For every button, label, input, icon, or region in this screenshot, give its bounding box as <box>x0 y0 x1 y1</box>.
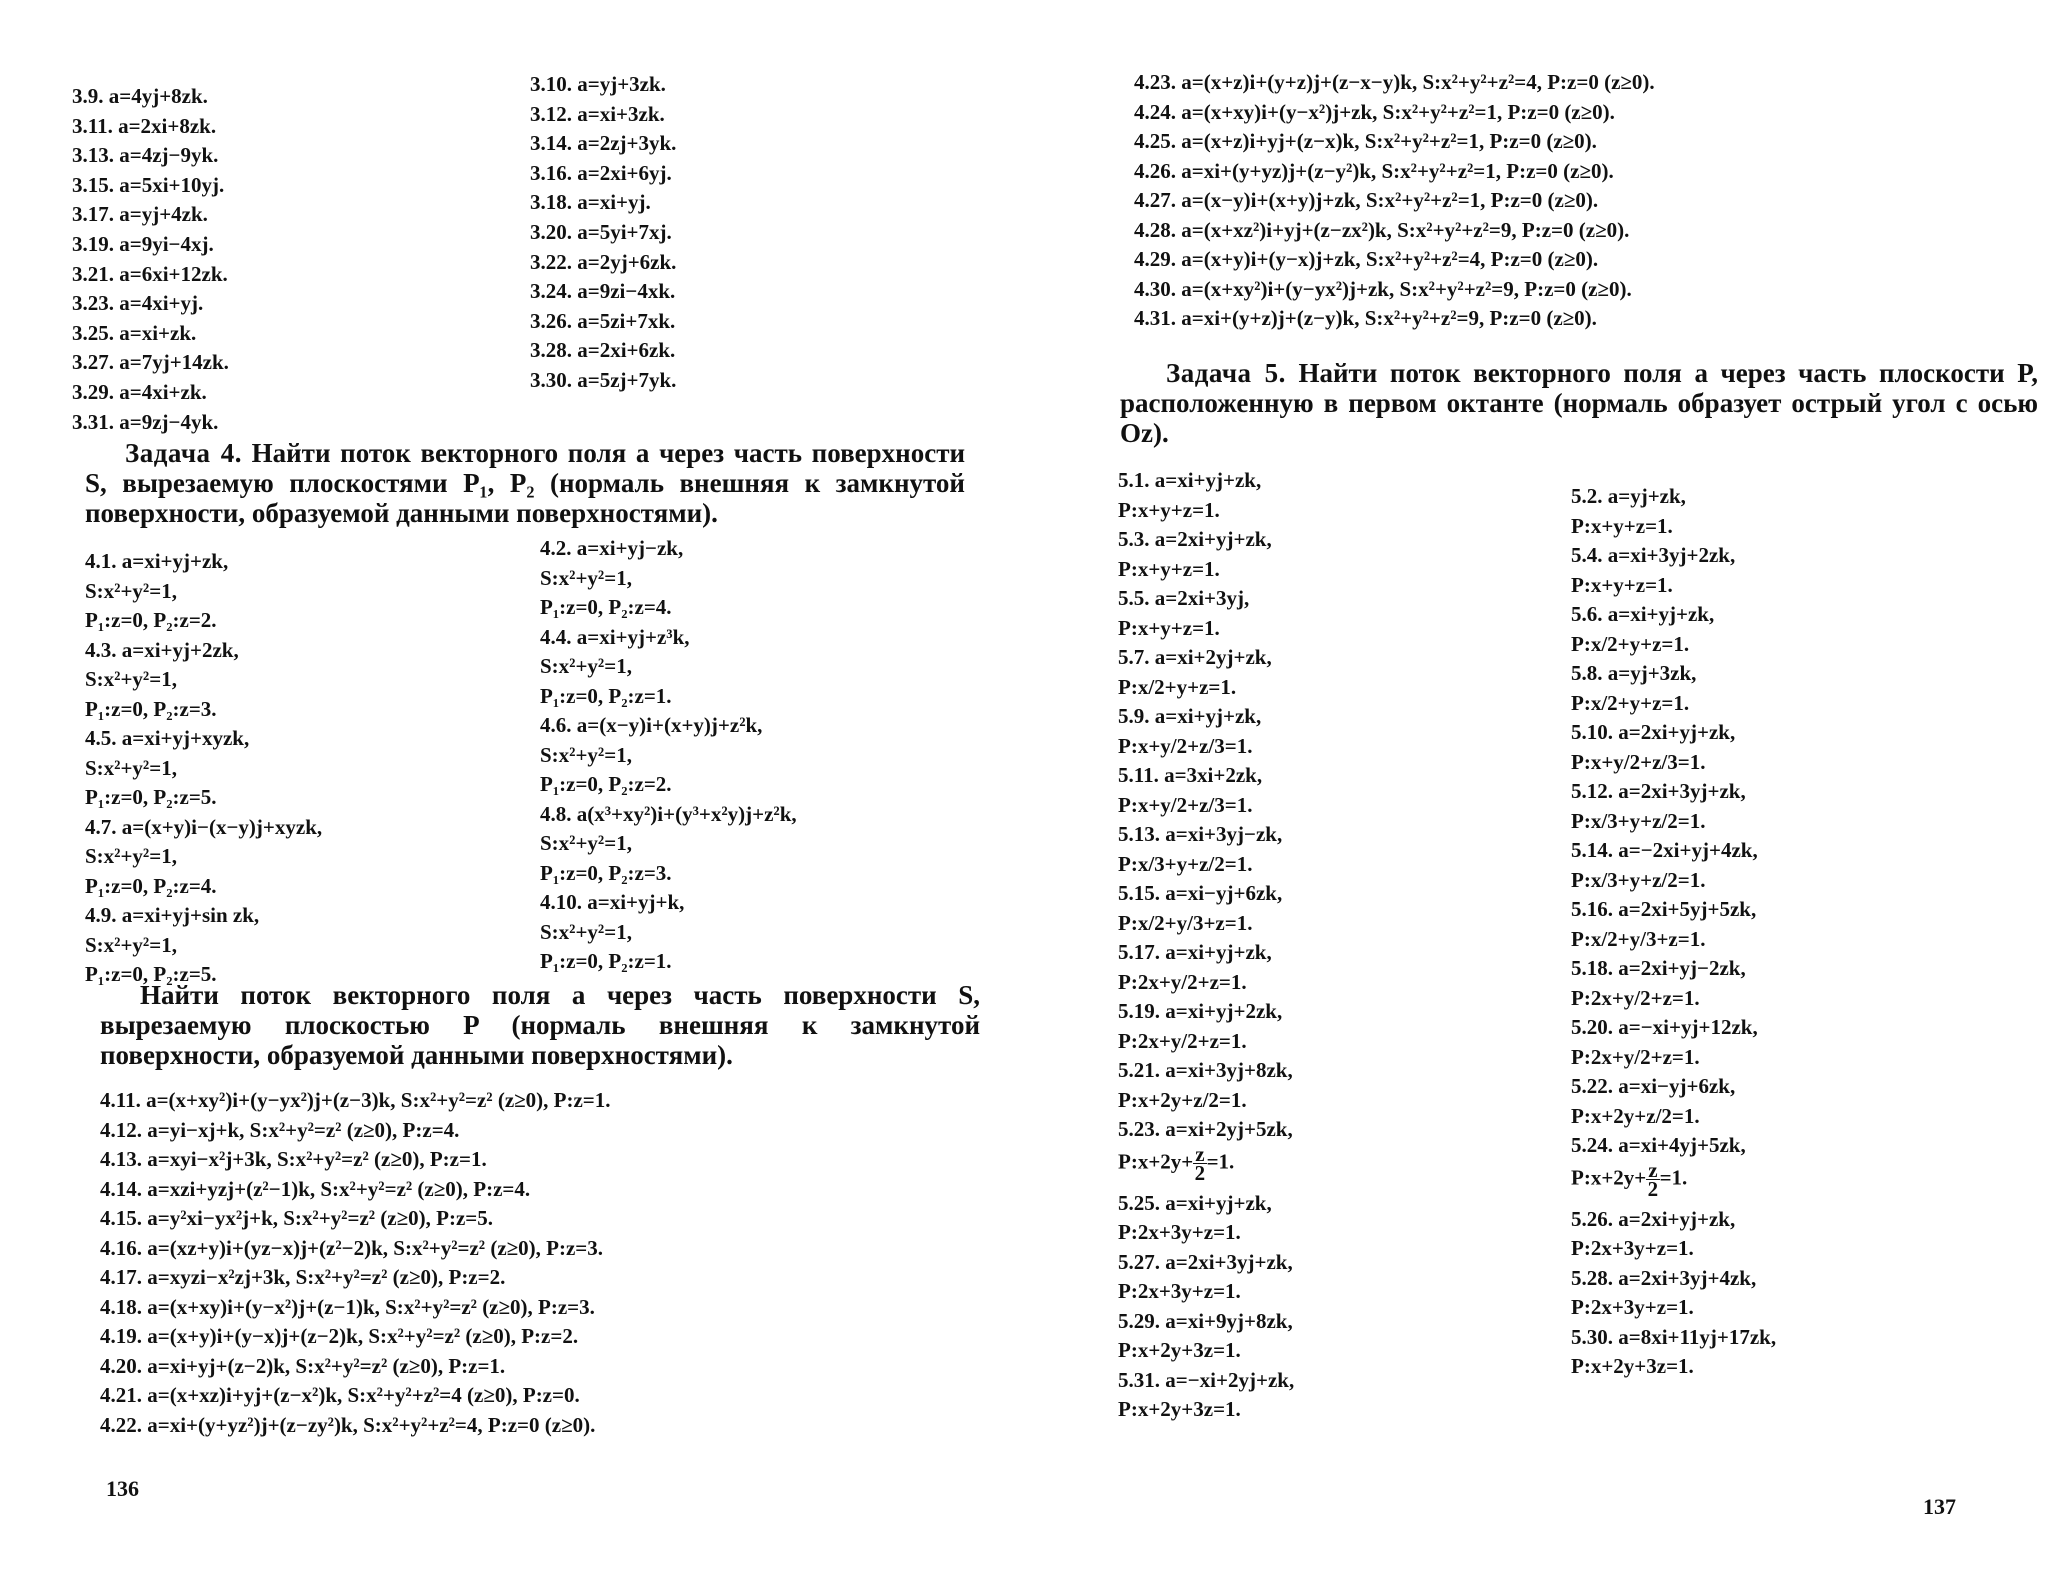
problem-line: 5.10. a=2xi+yj+zk, <box>1571 720 1736 744</box>
problem-line: 4.2. a=xi+yj−zk, <box>540 536 684 560</box>
problem-line: 3.16. a=2xi+6yj. <box>530 160 672 185</box>
problem-line: P:x/3+y+z/2=1. <box>1571 808 1706 833</box>
problem-line: P:x+2y+3z=1. <box>1118 1338 1241 1362</box>
problem-line: 5.23. a=xi+2yj+5zk, <box>1118 1117 1293 1141</box>
problem-line: P₁:z=0, P₂:z=1. <box>540 949 672 973</box>
fraction <box>1193 1141 1206 1185</box>
problem-line: P:x+2y+3z=1. <box>1118 1397 1241 1421</box>
problem-line: 4.10. a=xi+yj+k, <box>540 890 685 914</box>
problem-line: P:x+2y+z/2=1. <box>1118 1087 1247 1112</box>
problem-line: P:x+y/2+z/3=1. <box>1571 749 1706 774</box>
problem-line: 4.24. a=(x+xy)i+(y−x²)j+zk, S:x²+y²+z²=1, P:z=0 (z≥0). <box>1134 99 1615 124</box>
problem-line: 4.27. a=(x−y)i+(x+y)j+zk, S:x²+y²+z²=1, P:z=0 (z≥0). <box>1134 188 1599 212</box>
problem-line: 3.29. a=4xi+zk. <box>72 379 207 404</box>
task4c-list <box>1134 68 2054 334</box>
problem-line: S:x²+y²=1, <box>540 831 632 855</box>
problem-line: P₁:z=0, P₂:z=3. <box>85 696 217 721</box>
problem-line: 5.14. a=−2xi+yj+4zk, <box>1571 838 1758 862</box>
problem-line: S:x²+y²=1, <box>85 755 177 780</box>
problem-line: 3.9. a=4yj+8zk. <box>72 84 208 108</box>
task3-col2 <box>530 70 950 396</box>
problem-line: 5.22. a=xi−yj+6zk, <box>1571 1074 1736 1098</box>
problem-line: 4.31. a=xi+(y+z)j+(z−y)k, S:x²+y²+z²=9, P:z=0 (z≥0). <box>1134 306 1597 330</box>
problem-line: P:x/2+y/3+z=1. <box>1571 926 1706 951</box>
problem-line: 4.28. a=(x+xz²)i+yj+(z−zx²)k, S:x²+y²+z²=9, P:z=0 (z≥0). <box>1134 217 1630 242</box>
problem-line: 4.18. a=(x+xy)i+(y−x²)j+(z−1)k, S:x²+y²=z² (z≥0), P:z=3. <box>100 1294 595 1319</box>
task5-col2-tail <box>1571 1205 2011 1382</box>
problem-line: P:2x+3y+z=1. <box>1118 1279 1241 1303</box>
problem-line: P:x+y+z=1. <box>1571 572 1673 597</box>
problem-line: 3.24. a=9zi−4xk. <box>530 279 676 304</box>
problem-line: S:x²+y²=1, <box>85 932 177 957</box>
problem-line: 4.17. a=xyzi−x²zj+3k, S:x²+y²=z² (z≥0), P:z=2. <box>100 1265 506 1289</box>
problem-line: 3.18. a=xi+yj. <box>530 190 651 215</box>
problem-line: 5.30. a=8xi+11yj+17zk, <box>1571 1324 1777 1349</box>
frac-left: P:x+2y+ <box>1571 1164 1647 1189</box>
problem-line: 3.10. a=yj+3zk. <box>530 72 666 96</box>
problem-line: S:x²+y²=1, <box>85 578 177 603</box>
task4-statement <box>85 438 965 528</box>
task4-text: Найти поток векторного поля a через часть поверхности S, вырезаемую плоскостями P₁, P₂ (нормаль внешняя к замкнутой поверхности, образуемой данными поверхностями). <box>85 438 966 528</box>
problem-line: 3.20. a=5yi+7xj. <box>530 219 672 244</box>
problem-line: 5.18. a=2xi+yj−2zk, <box>1571 956 1746 980</box>
problem-line: P:x/2+y+z=1. <box>1118 674 1237 699</box>
problem-line: 5.29. a=xi+9yj+8zk, <box>1118 1308 1293 1333</box>
problem-line: 5.11. a=3xi+2zk, <box>1118 763 1263 787</box>
problem-line: 4.16. a=(xz+y)i+(yz−x)j+(z²−2)k, S:x²+y²=z² (z≥0), P:z=3. <box>100 1235 604 1260</box>
task4-heading: Задача 4. <box>125 438 242 468</box>
problem-line: 4.20. a=xi+yj+(z−2)k, S:x²+y²=z² (z≥0), P:z=1. <box>100 1353 506 1378</box>
problem-line: 5.25. a=xi+yj+zk, <box>1118 1190 1272 1215</box>
problem-line: S:x²+y²=1, <box>540 919 632 944</box>
fraction <box>1646 1157 1659 1201</box>
problem-line: 5.12. a=2xi+3yj+zk, <box>1571 779 1746 803</box>
task4b-text: Найти поток векторного поля a через часть поверхности S, вырезаемую плоскостью P (нормаль внешняя к замкнутой поверхности, образуемой данными поверхностями). <box>100 980 980 1070</box>
problem-line: 3.23. a=4xi+yj. <box>72 291 204 316</box>
task4b-list <box>100 1086 1020 1440</box>
task4-col1 <box>85 547 535 990</box>
frac-left: P:x+2y+ <box>1118 1148 1194 1173</box>
problem-line: 3.21. a=6xi+12zk. <box>72 261 228 286</box>
problem-line: 4.9. a=xi+yj+sin zk, <box>85 903 260 927</box>
problem-line: 4.30. a=(x+xy²)i+(y−yx²)j+zk, S:x²+y²+z²=9, P:z=0 (z≥0). <box>1134 276 1632 301</box>
problem-line: S:x²+y²=1, <box>540 742 632 767</box>
problem-line: 3.28. a=2xi+6zk. <box>530 338 676 363</box>
problem-line: 5.8. a=yj+3zk, <box>1571 661 1697 685</box>
problem-line: P₁:z=0, P₂:z=4. <box>540 595 672 619</box>
problem-line: 3.14. a=2zj+3yk. <box>530 131 677 156</box>
problem-line: P:x/2+y+z=1. <box>1571 631 1690 656</box>
problem-line: 5.13. a=xi+3yj−zk, <box>1118 822 1283 846</box>
problem-line: P₁:z=0, P₂:z=2. <box>540 772 672 796</box>
page-number-left: 136 <box>106 1476 139 1501</box>
problem-line: S:x²+y²=1, <box>85 667 177 691</box>
problem-line: P:2x+3y+z=1. <box>1571 1295 1694 1319</box>
problem-line: 4.23. a=(x+z)i+(y+z)j+(z−x−y)k, S:x²+y²+z²=4, P:z=0 (z≥0). <box>1134 70 1655 94</box>
problem-line: 3.22. a=2yj+6zk. <box>530 249 677 274</box>
problem-line: S:x²+y²=1, <box>540 565 632 590</box>
problem-line: 3.26. a=5zi+7xk. <box>530 308 676 333</box>
problem-line: 3.12. a=xi+3zk. <box>530 101 665 126</box>
task3-col1 <box>72 82 472 437</box>
problem-line: P:x/2+y/3+z=1. <box>1118 910 1253 935</box>
task5-col2-fraction-line <box>1571 1157 2011 1205</box>
problem-line: 4.14. a=xzi+yzj+(z²−1)k, S:x²+y²=z² (z≥0), P:z=4. <box>100 1176 531 1201</box>
task5-col1-fraction-line <box>1118 1141 1558 1189</box>
problem-line: P:x+y+z=1. <box>1118 615 1220 640</box>
frac-right: =1. <box>1206 1148 1235 1173</box>
problem-line: 4.26. a=xi+(y+yz)j+(z−y²)k, S:x²+y²+z²=1, P:z=0 (z≥0). <box>1134 158 1614 183</box>
problem-line: 5.24. a=xi+4yj+5zk, <box>1571 1133 1746 1157</box>
problem-line: P₁:z=0, P₂:z=4. <box>85 873 217 898</box>
problem-line: 5.26. a=2xi+yj+zk, <box>1571 1206 1736 1231</box>
frac-numerator: z <box>1648 1157 1658 1182</box>
problem-line: 3.27. a=7yj+14zk. <box>72 350 229 375</box>
problem-line: 5.17. a=xi+yj+zk, <box>1118 940 1272 964</box>
problem-line: P₁:z=0, P₂:z=3. <box>540 860 672 885</box>
problem-line: P₁:z=0, P₂:z=5. <box>85 962 217 986</box>
frac-numerator: z <box>1195 1141 1205 1166</box>
problem-line: 4.7. a=(x+y)i−(x−y)j+xyzk, <box>85 814 323 839</box>
problem-line: 4.11. a=(x+xy²)i+(y−yx²)j+(z−3)k, S:x²+y²=z² (z≥0), P:z=1. <box>100 1088 611 1112</box>
problem-line: P:x/2+y+z=1. <box>1571 690 1690 715</box>
problem-line: 5.4. a=xi+3yj+2zk, <box>1571 543 1736 567</box>
problem-line: P:x/3+y+z/2=1. <box>1118 851 1253 876</box>
right-page <box>1036 0 2072 1579</box>
problem-line: P:2x+y/2+z=1. <box>1571 985 1700 1010</box>
frac-right: =1. <box>1659 1164 1688 1189</box>
problem-line: P:x+y+z=1. <box>1118 497 1220 522</box>
problem-line: P:x/3+y+z/2=1. <box>1571 867 1706 892</box>
problem-line: 5.7. a=xi+2yj+zk, <box>1118 645 1272 669</box>
problem-line: P:x+2y+3z=1. <box>1571 1354 1694 1378</box>
problem-line: 4.3. a=xi+yj+2zk, <box>85 637 239 662</box>
problem-line: P:2x+y/2+z=1. <box>1118 1028 1247 1053</box>
task5-col2-list <box>1571 482 2011 1161</box>
problem-line: 4.29. a=(x+y)i+(y−x)j+zk, S:x²+y²+z²=4, P:z=0 (z≥0). <box>1134 247 1599 271</box>
page-number-right: 137 <box>1923 1494 1956 1519</box>
problem-line: P:2x+3y+z=1. <box>1571 1236 1694 1260</box>
problem-line: 3.11. a=2xi+8zk. <box>72 113 217 138</box>
problem-line: 4.12. a=yi−xj+k, S:x²+y²=z² (z≥0), P:z=4. <box>100 1117 460 1142</box>
problem-line: 4.15. a=y²xi−yx²j+k, S:x²+y²=z² (z≥0), P:z=5. <box>100 1206 494 1230</box>
problem-line: 5.16. a=2xi+5yj+5zk, <box>1571 897 1757 921</box>
problem-line: 5.19. a=xi+yj+2zk, <box>1118 999 1283 1023</box>
problem-line: 4.21. a=(x+xz)i+yj+(z−x²)k, S:x²+y²+z²=4 (z≥0), P:z=0. <box>100 1383 580 1407</box>
problem-line: 3.19. a=9yi−4xj. <box>72 231 214 256</box>
task4b-statement <box>100 980 980 1070</box>
problem-line: 5.27. a=2xi+3yj+zk, <box>1118 1249 1293 1274</box>
problem-line: P:2x+3y+z=1. <box>1118 1220 1241 1244</box>
problem-line: 4.25. a=(x+z)i+yj+(z−x)k, S:x²+y²+z²=1, P:z=0 (z≥0). <box>1134 129 1597 153</box>
frac-denominator: 2 <box>1194 1160 1206 1185</box>
task5-statement <box>1120 358 2038 448</box>
problem-line: 5.6. a=xi+yj+zk, <box>1571 602 1715 626</box>
problem-line: P₁:z=0, P₂:z=5. <box>85 785 217 809</box>
problem-line: 3.15. a=5xi+10yj. <box>72 172 225 197</box>
problem-line: 5.15. a=xi−yj+6zk, <box>1118 881 1283 905</box>
problem-line: P:x+y+z=1. <box>1118 556 1220 581</box>
problem-line: 5.2. a=yj+zk, <box>1571 484 1686 508</box>
frac-denominator: 2 <box>1647 1176 1659 1201</box>
problem-line: 4.5. a=xi+yj+xyzk, <box>85 726 250 750</box>
problem-line: P:x+y+z=1. <box>1571 513 1673 538</box>
problem-line: 3.31. a=9zj−4yk. <box>72 409 219 434</box>
problem-line: P:x+y/2+z/3=1. <box>1118 733 1253 758</box>
problem-line: 4.1. a=xi+yj+zk, <box>85 549 229 573</box>
problem-line: 3.13. a=4zj−9yk. <box>72 143 219 168</box>
problem-line: 5.9. a=xi+yj+zk, <box>1118 704 1262 728</box>
problem-line: 4.19. a=(x+y)i+(y−x)j+(z−2)k, S:x²+y²=z² (z≥0), P:z=2. <box>100 1324 579 1348</box>
task5-col1-tail <box>1118 1189 1558 1425</box>
problem-line: S:x²+y²=1, <box>85 844 177 868</box>
problem-line: 5.1. a=xi+yj+zk, <box>1118 468 1262 492</box>
problem-line: 5.5. a=2xi+3yj, <box>1118 586 1250 610</box>
problem-line: 4.4. a=xi+yj+z³k, <box>540 624 690 649</box>
problem-line: 5.31. a=−xi+2yj+zk, <box>1118 1367 1295 1392</box>
task5-col1-list <box>1118 466 1558 1145</box>
problem-line: 4.8. a(x³+xy²)i+(y³+x²y)j+z²k, <box>540 801 797 826</box>
problem-line: 5.21. a=xi+3yj+8zk, <box>1118 1058 1293 1082</box>
problem-line: 3.30. a=5zj+7yk. <box>530 367 677 392</box>
task4-col2 <box>540 534 1010 977</box>
problem-line: P:2x+y/2+z=1. <box>1571 1044 1700 1069</box>
problem-line: P:x+y/2+z/3=1. <box>1118 792 1253 817</box>
problem-line: P₁:z=0, P₂:z=1. <box>540 683 672 708</box>
task5-heading: Задача 5. <box>1166 358 1286 388</box>
problem-line: 4.22. a=xi+(y+yz²)j+(z−zy²)k, S:x²+y²+z²=4, P:z=0 (z≥0). <box>100 1412 596 1437</box>
problem-line: 4.13. a=xyi−x²j+3k, S:x²+y²=z² (z≥0), P:z=1. <box>100 1147 487 1171</box>
problem-line: P:2x+y/2+z=1. <box>1118 969 1247 994</box>
task5-col1 <box>1118 466 1558 1425</box>
problem-line: 5.20. a=−xi+yj+12zk, <box>1571 1015 1758 1039</box>
problem-line: 4.6. a=(x−y)i+(x+y)j+z²k, <box>540 713 763 737</box>
task5-text: Найти поток векторного поля a через часть плоскости P, расположенную в первом октанте (нормаль образует острый угол с осью Oz). <box>1120 358 2038 448</box>
problem-line: 5.28. a=2xi+3yj+4zk, <box>1571 1265 1757 1290</box>
problem-line: P:x+2y+z/2=1. <box>1571 1103 1700 1128</box>
task5-col2 <box>1571 482 2011 1382</box>
problem-line: 5.3. a=2xi+yj+zk, <box>1118 527 1272 551</box>
problem-line: 3.25. a=xi+zk. <box>72 320 197 345</box>
problem-line: P₁:z=0, P₂:z=2. <box>85 608 217 632</box>
problem-line: 3.17. a=yj+4zk. <box>72 202 208 227</box>
problem-line: S:x²+y²=1, <box>540 654 632 678</box>
